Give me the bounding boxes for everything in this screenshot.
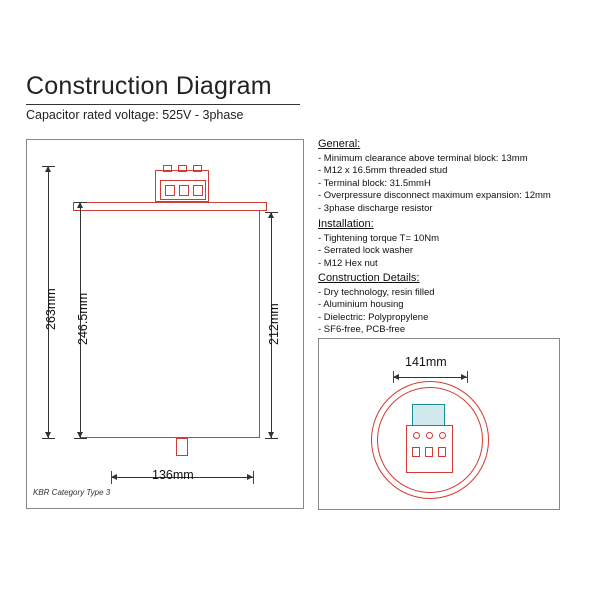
dim-tick-212-top (265, 212, 278, 213)
terminal-stud-left (163, 165, 172, 172)
notes-installation-line-3: - M12 Hex nut (318, 257, 378, 269)
notes-construction (318, 272, 435, 337)
top-view-hole-2 (426, 432, 433, 439)
notes-installation-line-2: - Serrated lock washer (318, 245, 414, 257)
notes-construction-line-4: - SF6-free, PCB-free (318, 324, 406, 336)
notes-construction-line-2: - Aluminium housing (318, 299, 404, 311)
terminal-stud-right (193, 165, 202, 172)
dim-line-141 (393, 377, 467, 378)
terminal-cell-3 (193, 185, 203, 196)
notes-general-line-4: - Overpressure disconnect maximum expansion: 12mm (318, 190, 551, 202)
dim-tick-246-top (74, 202, 87, 203)
top-view-hole-1 (413, 432, 420, 439)
bottom-mounting-stud (176, 438, 188, 456)
dim-label-246: 246.5mm (76, 292, 90, 345)
dim-label-141: 141mm (405, 355, 447, 369)
title-underline (26, 104, 300, 105)
terminal-stud-center (178, 165, 187, 172)
top-view-label-plate (412, 404, 445, 426)
capacitor-top-flange (73, 202, 267, 211)
notes-general-line-2: - M12 x 16.5mm threaded stud (318, 165, 448, 177)
notes-general-line-1: - Minimum clearance above terminal block: 13mm (318, 152, 528, 164)
dim-tick-212-bottom (265, 438, 278, 439)
page-title: Construction Diagram (26, 72, 272, 100)
dim-tick-141-right (467, 371, 468, 383)
notes-installation-line-1: - Tightening torque T= 10Nm (318, 232, 440, 244)
category-note: KBR Category Type 3 (33, 488, 111, 497)
notes-general-line-3: - Terminal block: 31.5mmH (318, 177, 431, 189)
notes-general-line-5: - 3phase discharge resistor (318, 202, 433, 214)
notes-general (318, 138, 551, 216)
page-subtitle: Capacitor rated voltage: 525V - 3phase (26, 108, 244, 122)
top-view-slot-3 (438, 447, 446, 457)
dim-tick-136-left (111, 471, 112, 484)
top-view-hole-3 (439, 432, 446, 439)
top-view-slot-1 (412, 447, 420, 457)
terminal-cell-1 (165, 185, 175, 196)
dim-tick-263-top (42, 166, 55, 167)
capacitor-body-outline (80, 210, 260, 438)
top-view-slot-2 (425, 447, 433, 457)
terminal-block (155, 170, 209, 202)
terminal-cell-2 (179, 185, 189, 196)
notes-construction-line-3: - Dielectric: Polypropylene (318, 311, 429, 323)
dim-label-136: 136mm (152, 468, 194, 482)
notes-installation-heading: Installation: (318, 218, 374, 230)
dim-tick-246-bottom (74, 438, 87, 439)
notes-installation (318, 218, 439, 270)
dim-tick-136-right (253, 471, 254, 484)
dim-label-212: 212mm (267, 303, 281, 345)
notes-general-heading: General: (318, 138, 361, 150)
dim-tick-263-bottom (42, 438, 55, 439)
notes-construction-line-1: - Dry technology, resin filled (318, 286, 435, 298)
dim-tick-141-left (393, 371, 394, 383)
dim-label-263: 263mm (44, 288, 58, 330)
notes-construction-heading: Construction Details: (318, 272, 420, 284)
terminal-block-inner (160, 180, 206, 200)
